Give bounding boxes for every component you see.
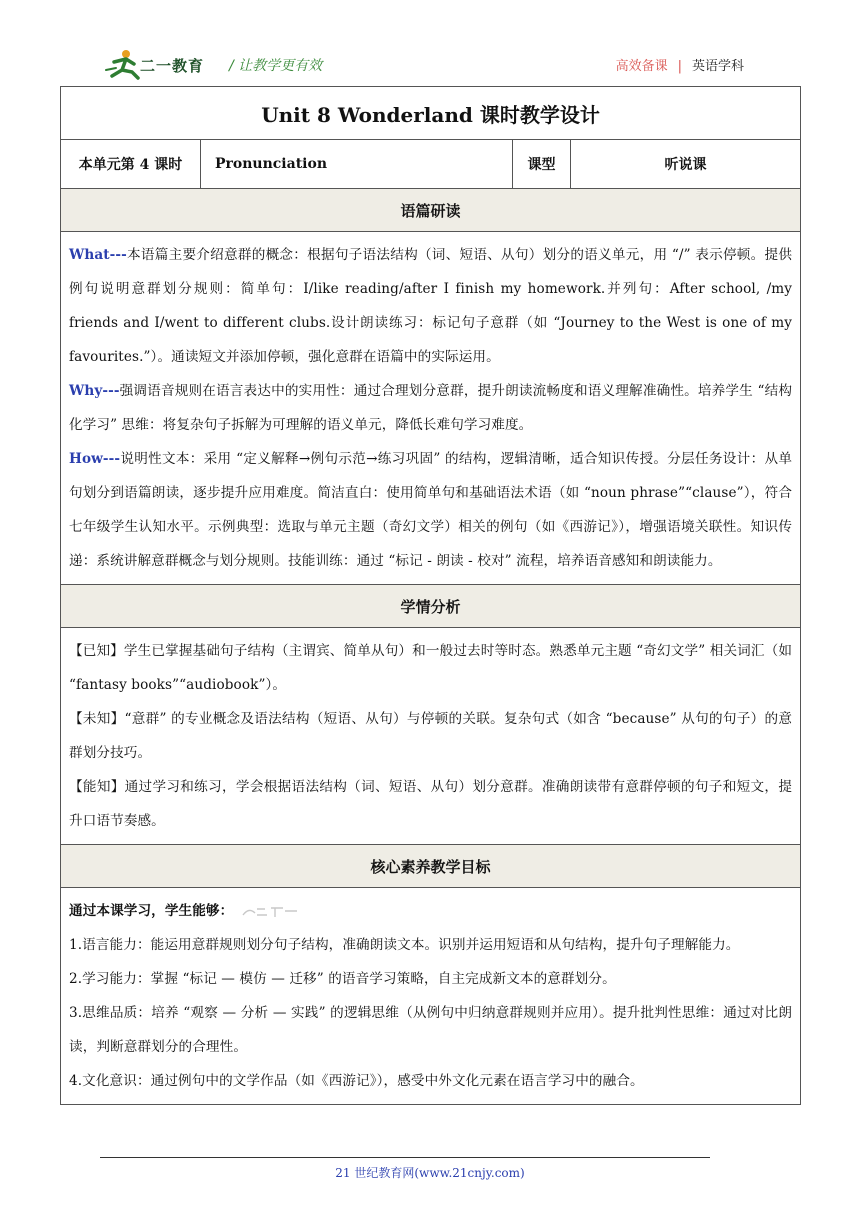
meta-row	[61, 140, 801, 189]
slogan: / 让教学更有效	[229, 58, 323, 74]
header-tags	[616, 55, 744, 74]
running-figure-icon	[104, 48, 144, 80]
objective-item: 3.思维品质：培养 “观察 — 分析 — 实践” 的逻辑思维（从例句中归纳意群规则并应用）。提升批判性思维：通过对比朗读，判断意群划分的合理性。	[69, 1005, 793, 1055]
objectives-body	[61, 888, 801, 1105]
what-paragraph	[69, 238, 792, 374]
document-title: Unit 8 Wonderland 课时教学设计	[61, 87, 801, 140]
lesson-plan-table	[60, 86, 801, 1105]
how-keyword: How---	[69, 451, 121, 467]
lesson-value: Pronunciation	[201, 140, 513, 189]
tag-prep: 高效备课	[615, 59, 668, 74]
what-text: 本语篇主要介绍意群的概念：根据句子语法结构（词、短语、从句）划分的语义单元，用 “/” 表示停顿。提供例句说明意群划分规则：简单句：I/like reading/after I finish my homework.并列句：After school, /my friends and I/went to different clubs.设计朗读练习：标记句子意群（如 “Journey to the West is one of my favourites.”）。通读短文并添加停顿，强化意群在语篇中的实际运用。	[69, 247, 793, 365]
objective-item: 4.文化意识：通过例句中的文学作品（如《西游记》），感受中外文化元素在语言学习中的融合。	[69, 1073, 644, 1089]
text-study-body	[61, 232, 801, 585]
section-heading-objectives: 核心素养教学目标	[61, 845, 801, 888]
unknown-paragraph: 【未知】“意群” 的专业概念及语法结构（短语、从句）与停顿的关联。复杂句式（如含 “because” 从句的句子）的意群划分技巧。	[69, 711, 793, 761]
what-keyword: What---	[69, 247, 127, 263]
page-header	[0, 0, 860, 86]
tag-subject: 英语学科	[691, 59, 744, 74]
logo-text: 二一教育	[140, 57, 205, 75]
why-paragraph	[69, 374, 792, 442]
known-paragraph: 【已知】学生已掌握基础句子结构（主谓宾、简单从句）和一般过去时等时态。熟悉单元主题 “奇幻文学” 相关词汇（如 “fantasy books”“audiobook”）。	[69, 643, 793, 693]
footer-text: 21 世纪教育网(www.21cnjy.com)	[335, 1166, 525, 1180]
section-heading-text-study: 语篇研读	[61, 189, 801, 232]
watermark-logo-icon	[241, 905, 299, 919]
lesson-label: 本单元第 4 课时	[61, 140, 201, 189]
how-paragraph	[69, 442, 792, 578]
section-heading-learner-analysis: 学情分析	[61, 585, 801, 628]
objective-item: 2.学习能力：掌握 “标记 — 模仿 — 迁移” 的语音学习策略，自主完成新文本的意群划分。	[69, 971, 616, 987]
how-text: 说明性文本：采用 “定义解释→例句示范→练习巩固” 的结构，逻辑清晰，适合知识传授。分层任务设计：从单句划分到语篇朗读，逐步提升应用难度。简洁直白：使用简单句和基础语法术语（如 “noun phrase”“clause”），符合七年级学生认知水平。示例典型：选取与单元主题（奇幻文学）相关的例句（如《西游记》），增强语境关联性。知识传递：系统讲解意群概念与划分规则。技能训练：通过 “标记 - 朗读 - 校对” 流程，培养语音感知和朗读能力。	[69, 451, 793, 569]
footer-divider	[100, 1157, 710, 1158]
type-label: 课型	[513, 140, 571, 189]
learner-analysis-body	[61, 628, 801, 845]
objectives-lead	[69, 894, 792, 928]
objective-item: 1.语言能力：能运用意群规则划分句子结构，准确朗读文本。识别并运用短语和从句结构，提升句子理解能力。	[69, 937, 740, 953]
type-value: 听说课	[571, 140, 801, 189]
why-text: 强调语音规则在语言表达中的实用性：通过合理划分意群，提升朗读流畅度和语义理解准确性。培养学生 “结构化学习” 思维：将复杂句子拆解为可理解的语义单元，降低长难句学习难度。	[69, 383, 793, 433]
objectives-lead-text: 通过本课学习，学生能够：	[69, 903, 234, 919]
why-keyword: Why---	[69, 383, 120, 399]
able-paragraph: 【能知】通过学习和练习，学会根据语法结构（词、短语、从句）划分意群。准确朗读带有意群停顿的句子和短文，提升口语节奏感。	[69, 779, 793, 829]
tag-separator: |	[677, 59, 682, 74]
